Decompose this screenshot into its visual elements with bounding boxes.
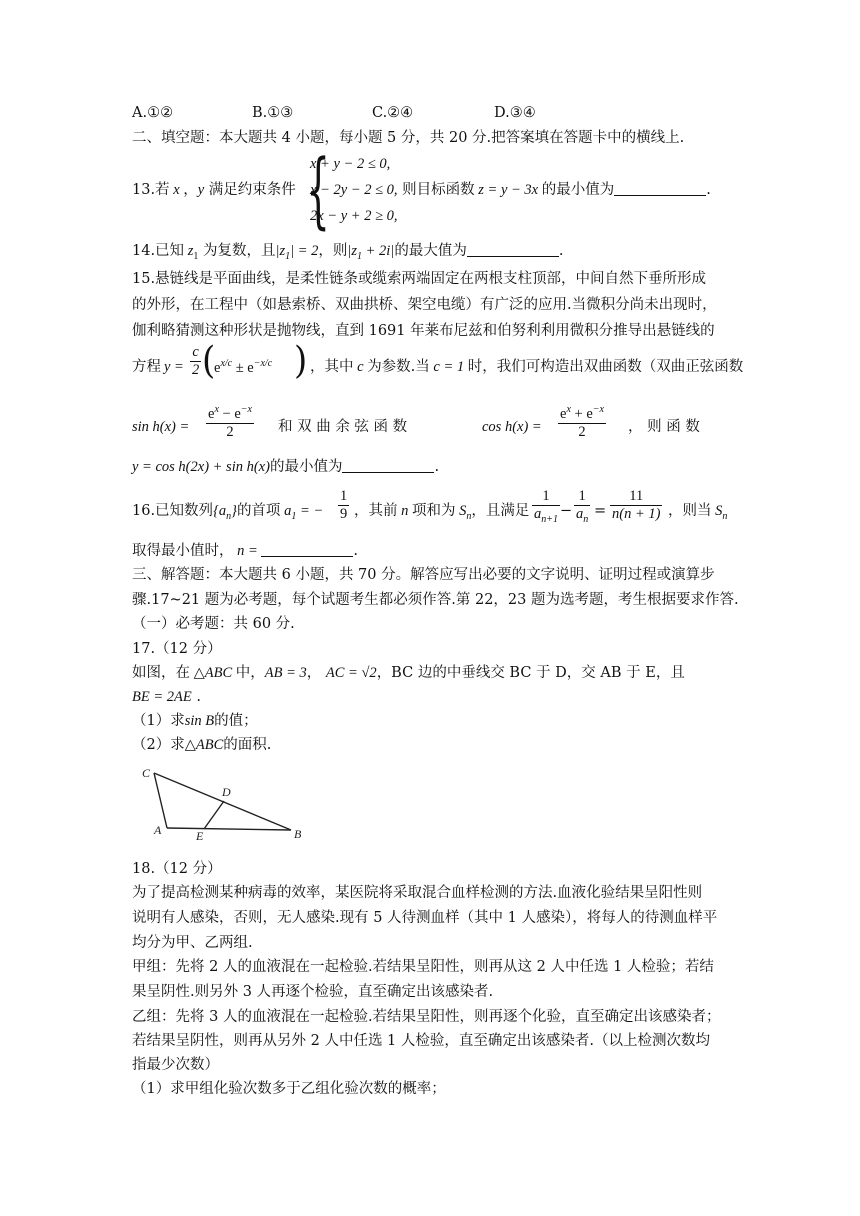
side-cb bbox=[154, 773, 291, 830]
q17-part2: （2）求△ABC的面积. bbox=[132, 737, 272, 753]
section3-line2: 骤.17~21 题为必考题，每个试题考生都必须作答.第 22，23 题为选考题，考生根据要求作答. bbox=[132, 592, 739, 608]
q18-head: 18.（12 分） bbox=[132, 861, 222, 877]
q18-line6: 乙组：先将 3 人的血液混在一起检验.若结果呈阳性，则再逐个化验，直至确定出该感染者； bbox=[132, 1009, 721, 1025]
q18-line3: 均分为甲、乙两组. bbox=[132, 935, 253, 951]
label-b: B bbox=[294, 827, 302, 841]
side-ab bbox=[167, 828, 291, 830]
option-a: A.①② bbox=[132, 105, 174, 121]
q13-end: 的最小值为 bbox=[541, 182, 615, 198]
label-e: E bbox=[196, 829, 204, 843]
q15-line2: 的外形，在工程中（如悬索桥、双曲拱桥、架空电缆）有广泛的应用.当微积分尚未出现时， bbox=[132, 297, 717, 313]
q14: 14.已知 $z_1$ 为复数，且$|z_1| = 2$，则$|z_1 + 2i|$的最大值为 . bbox=[132, 243, 564, 262]
label-c: C bbox=[142, 766, 151, 780]
label-d: D bbox=[222, 785, 231, 799]
section3-line1: 三、解答题：本大题共 6 小题，共 70 分。解答应写出必要的文字说明、证明过程或演算步 bbox=[132, 567, 715, 583]
section3-line3: （一）必考题：共 60 分. bbox=[132, 616, 295, 632]
options-row bbox=[132, 104, 536, 122]
q13-after: 则目标函数 bbox=[402, 182, 475, 198]
q16-line2: 取得最小值时， n = . bbox=[132, 543, 359, 559]
q15-line1: 15.悬链线是平面曲线，是柔性链条或缆索两端固定在两根支柱顶部，中间自然下垂所形成 bbox=[132, 271, 707, 287]
segment-de bbox=[204, 801, 224, 829]
section2-heading: 二、填空题：本大题共 4 小题，每小题 5 分，共 20 分.把答案填在答题卡中的横线上. bbox=[132, 130, 685, 146]
q18-line7: 若结果呈阴性，则再从另外 2 人中任选 1 人检验，直至确定出该感染者.（以上检测次数均 bbox=[132, 1033, 710, 1049]
q13-tail: 满足约束条件 bbox=[208, 182, 296, 198]
q18-line8: 指最少次数） bbox=[132, 1057, 219, 1073]
q17-line2: BE = 2AE . bbox=[132, 689, 201, 705]
q17-part1: （1）求sin B的值； bbox=[132, 713, 258, 729]
q18-line5: 果呈阴性.则另外 3 人再逐个检验，直至确定出该感染者. bbox=[132, 984, 494, 1000]
side-ca bbox=[154, 773, 167, 828]
q17-line1: 如图，在 △ABC 中，AB = 3， AC = √2，BC 边的中垂线交 BC 于 D，交 AB 于 E，且 bbox=[132, 665, 685, 681]
q17-head: 17.（12 分） bbox=[132, 641, 222, 657]
q18-part1: （1）求甲组化验次数多于乙组化验次数的概率； bbox=[132, 1081, 446, 1097]
option-d: D.③④ bbox=[494, 105, 536, 121]
q13-lead: 13.若 bbox=[132, 182, 170, 198]
q18-line4: 甲组：先将 2 人的血液混在一起检验.若结果呈阳性，则再从这 2 人中任选 1 人检验；若结 bbox=[132, 959, 714, 975]
option-b: B.①③ bbox=[252, 105, 294, 121]
q18-line2: 说明有人感染，否则，无人感染.现有 5 人待测血样（其中 1 人感染），将每人的待测血样平 bbox=[132, 910, 718, 926]
label-a: A bbox=[154, 823, 162, 837]
q15-line6: y = cos h(2x) + sin h(x)的最小值为 . bbox=[132, 459, 440, 475]
q18-line1: 为了提高检测某种病毒的效率，某医院将采取混合血样检测的方法.血液化验结果呈阳性则 bbox=[132, 885, 703, 901]
triangle-figure bbox=[136, 760, 316, 846]
q15-line3: 伽利略猜测这种形状是抛物线，直到 1691 年莱布尼兹和伯努利利用微积分推导出悬链线的 bbox=[132, 323, 715, 339]
option-c: C.②④ bbox=[372, 105, 414, 121]
